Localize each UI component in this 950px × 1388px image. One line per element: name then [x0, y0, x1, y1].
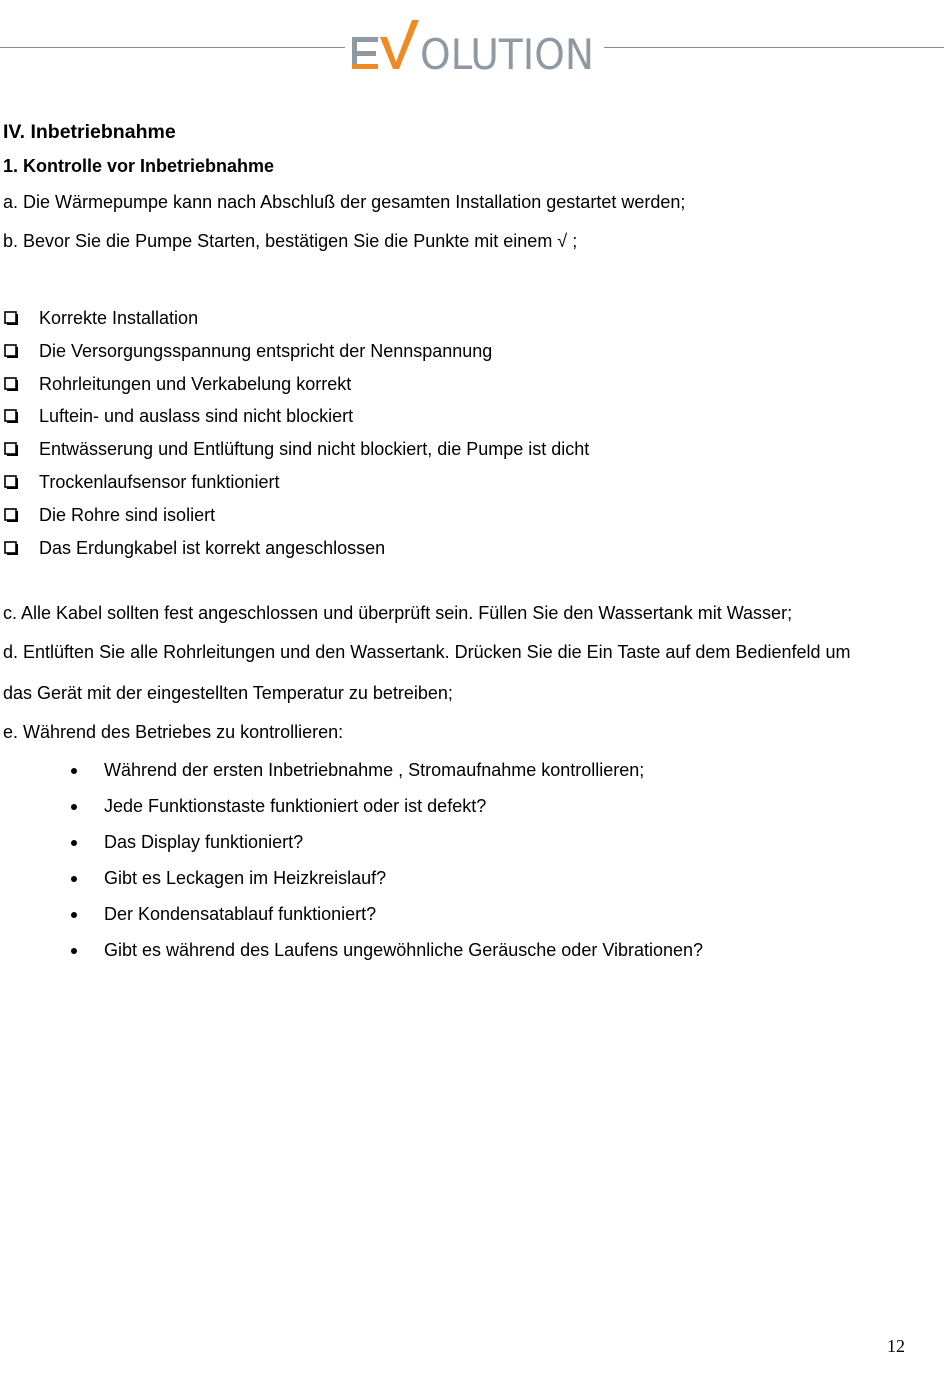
checklist-label: Rohrleitungen und Verkabelung korrekt — [39, 374, 352, 394]
checklist-label: Die Versorgungsspannung entspricht der Nennspannung — [39, 341, 493, 361]
bullet-label: Gibt es während des Laufens ungewöhnliche Geräusche oder Vibrationen? — [104, 940, 704, 960]
bullet-dot-icon — [71, 804, 77, 810]
checklist-label: Korrekte Installation — [39, 308, 199, 328]
checkbox-icon[interactable] — [4, 344, 19, 359]
checkbox-icon[interactable] — [4, 508, 19, 523]
bullet-dot-icon — [71, 768, 77, 774]
header-rule-left — [0, 47, 345, 48]
checkbox-icon[interactable] — [4, 442, 19, 457]
paragraph-c: c. Alle Kabel sollten fest angeschlossen und überprüft sein. Füllen Sie den Wassertank mit Wasser; — [3, 603, 793, 623]
paragraph-d-line2: das Gerät mit der eingestellten Temperatur zu betreiben; — [3, 683, 453, 703]
checkbox-icon[interactable] — [4, 475, 19, 490]
paragraph-e: e. Während des Betriebes zu kontrollieren: — [3, 722, 344, 742]
paragraph-b: b. Bevor Sie die Pumpe Starten, bestätigen Sie die Punkte mit einem √ ; — [3, 231, 578, 251]
checklist-label: Entwässerung und Entlüftung sind nicht blockiert, die Pumpe ist dicht — [39, 439, 590, 459]
checkbox-icon[interactable] — [4, 541, 19, 556]
checklist-label: Trockenlaufsensor funktioniert — [39, 472, 280, 492]
checklist-label: Die Rohre sind isoliert — [39, 505, 216, 525]
bullet-label: Während der ersten Inbetriebnahme , Stromaufnahme kontrollieren; — [104, 760, 645, 780]
checkbox-icon[interactable] — [4, 409, 19, 424]
bullet-dot-icon — [71, 876, 77, 882]
paragraph-a: a. Die Wärmepumpe kann nach Abschluß der gesamten Installation gestartet werden; — [3, 192, 686, 212]
header-rule-right — [604, 47, 944, 48]
checklist-label: Luftein- und auslass sind nicht blockiert — [39, 406, 354, 426]
bullet-label: Der Kondensatablauf funktioniert? — [104, 904, 377, 924]
bullet-dot-icon — [71, 948, 77, 954]
paragraph-d-line1: d. Entlüften Sie alle Rohrleitungen und den Wassertank. Drücken Sie die Ein Taste auf dem Bedienfeld um — [3, 642, 851, 662]
bullet-label: Gibt es Leckagen im Heizkreislauf? — [104, 868, 387, 888]
checkbox-icon[interactable] — [4, 311, 19, 326]
bullet-dot-icon — [71, 840, 77, 846]
page-header — [0, 0, 950, 90]
section-title: IV. Inbetriebnahme — [3, 121, 176, 143]
bullet-dot-icon — [71, 912, 77, 918]
subsection-title: 1. Kontrolle vor Inbetriebnahme — [3, 156, 275, 176]
checklist-label: Das Erdungkabel ist korrekt angeschlossen — [39, 538, 386, 558]
page-number: 12 — [887, 1336, 905, 1356]
bullet-label: Das Display funktioniert? — [104, 832, 304, 852]
checkbox-icon[interactable] — [4, 377, 19, 392]
svg-text:OLUTION: OLUTION — [420, 30, 594, 76]
evolution-logo — [350, 18, 600, 76]
bullet-label: Jede Funktionstaste funktioniert oder ist defekt? — [104, 796, 487, 816]
